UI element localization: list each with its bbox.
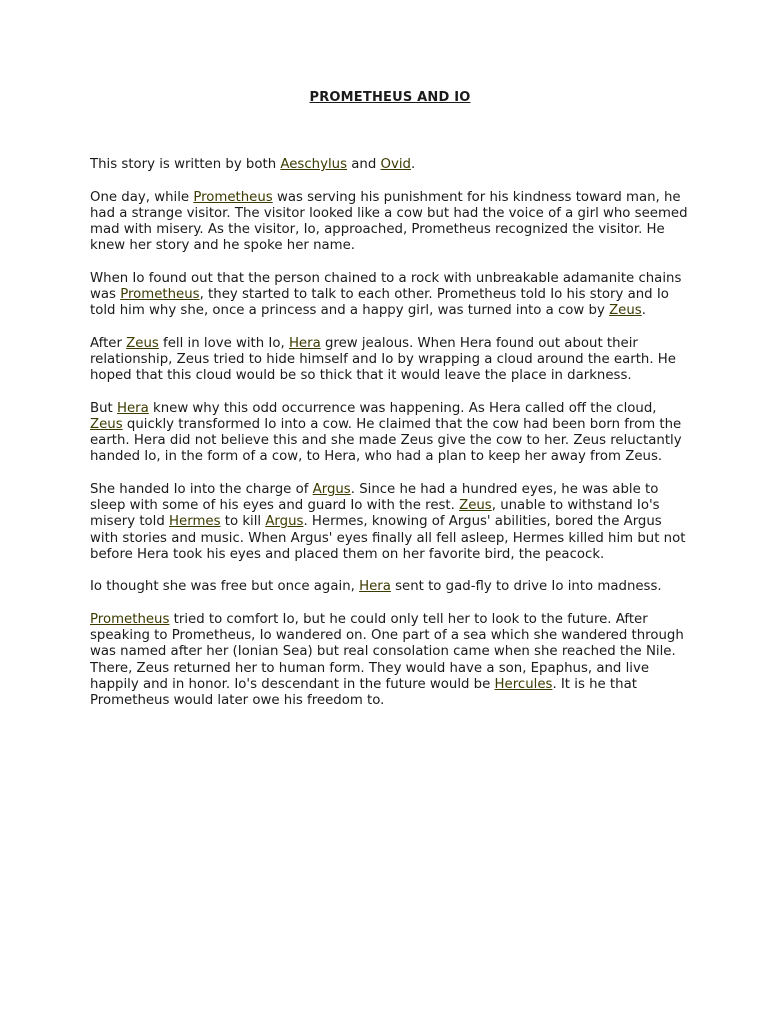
link-aeschylus[interactable]: Aeschylus [280,157,348,172]
paragraph-text: grew jealous. When Hera found out about their relationship, Zeus tried to hide himself and Io by wrapping a cloud around the earth. He hoped that this cloud would be so thick that it would leave the place in darkness. [90,335,676,384]
paragraph [90,190,690,255]
paragraph-text: . Since he had a hundred eyes, he was able to sleep with some of his eyes and guard Io with the rest. [90,482,659,514]
paragraph-text: fell in love with Io, [158,335,289,351]
paragraph-text: Io thought she was free but once again, [90,579,360,595]
page-title: PROMETHEUS AND IO [309,90,471,105]
document-body [90,157,690,709]
paragraph-text: . [641,303,646,319]
paragraph-text: knew why this odd occurrence was happening. As Hera called off the cloud, [148,400,657,416]
paragraph-text: , unable to withstand Io's misery told [90,498,660,530]
paragraph-text: This story is written by both [90,157,281,172]
paragraph-text: When Io found out that the person chained to a rock with unbreakable adamanite chains was [90,270,682,302]
paragraph-text: to kill [220,514,266,530]
link-prometheus[interactable]: Prometheus [120,287,200,302]
link-hera[interactable]: Hera [359,579,391,595]
document-page [90,90,690,726]
paragraph-text: tried to comfort Io, but he could only tell her to look to the future. After speaking to Prometheus, Io wandered on. One part of a sea which she wandered through was named after her (Ionian Sea) but real consolation came when she reached the Nile. There, Zeus returned her to human form. They would have a son, Epaphus, and live happily and in honor. Io's descendant in the future would be [90,612,684,692]
paragraph-text: . It is he that Prometheus would later owe his freedom to. [90,676,637,709]
link-zeus[interactable]: Zeus [126,335,159,351]
paragraph-text: . Hermes, knowing of Argus' abilities, bored the Argus with stories and music. When Argus' eyes finally all fell asleep, Hermes killed him but not before Hera took his eyes and placed them on her favorite bird, the peacock. [90,514,686,562]
paragraph-text: was serving his punishment for his kindness toward man, he had a strange visitor. The visitor looked like a cow but had the voice of a girl who seemed mad with misery. As the visitor, Io, approached, Prometheus recognized the visitor. He knew her story and he spoke her name. [90,189,688,254]
link-zeus[interactable]: Zeus [90,417,123,432]
paragraph-text: But [90,400,117,416]
paragraph [90,336,690,385]
link-hera[interactable]: Hera [117,400,149,416]
link-prometheus[interactable]: Prometheus [193,189,273,205]
paragraph-text: . [410,157,416,172]
paragraph [90,271,690,320]
link-argus[interactable]: Argus [265,514,304,530]
link-hera[interactable]: Hera [288,335,321,351]
paragraph [90,482,690,563]
paragraph-text: sent to gad-fly to drive Io into madness. [390,579,662,595]
paragraph [90,612,690,709]
paragraph-text: She handed Io into the charge of [90,482,313,497]
paragraph-text: and [347,157,381,172]
paragraph [90,579,690,595]
paragraph-text: After [90,335,127,351]
paragraph-text: , they started to talk to each other. Prometheus told Io his story and Io told him why she, once a princess and a happy girl, was turned into a cow by [90,287,669,319]
link-argus[interactable]: Argus [312,482,351,497]
paragraph [90,401,690,466]
link-hermes[interactable]: Hermes [169,514,221,530]
link-prometheus[interactable]: Prometheus [90,612,170,627]
link-zeus[interactable]: Zeus [459,498,492,514]
link-ovid[interactable]: Ovid [380,157,411,172]
link-hercules[interactable]: Hercules [494,676,553,692]
paragraph [90,157,690,173]
paragraph-text: quickly transformed Io into a cow. He claimed that the cow had been born from the earth. Hera did not believe this and she made Zeus give the cow to her. Zeus reluctantly handed Io, in the form of a cow, to Hera, who had a plan to keep her away from Zeus. [90,417,682,465]
link-zeus[interactable]: Zeus [609,303,642,319]
paragraph-text: One day, while [90,189,194,205]
